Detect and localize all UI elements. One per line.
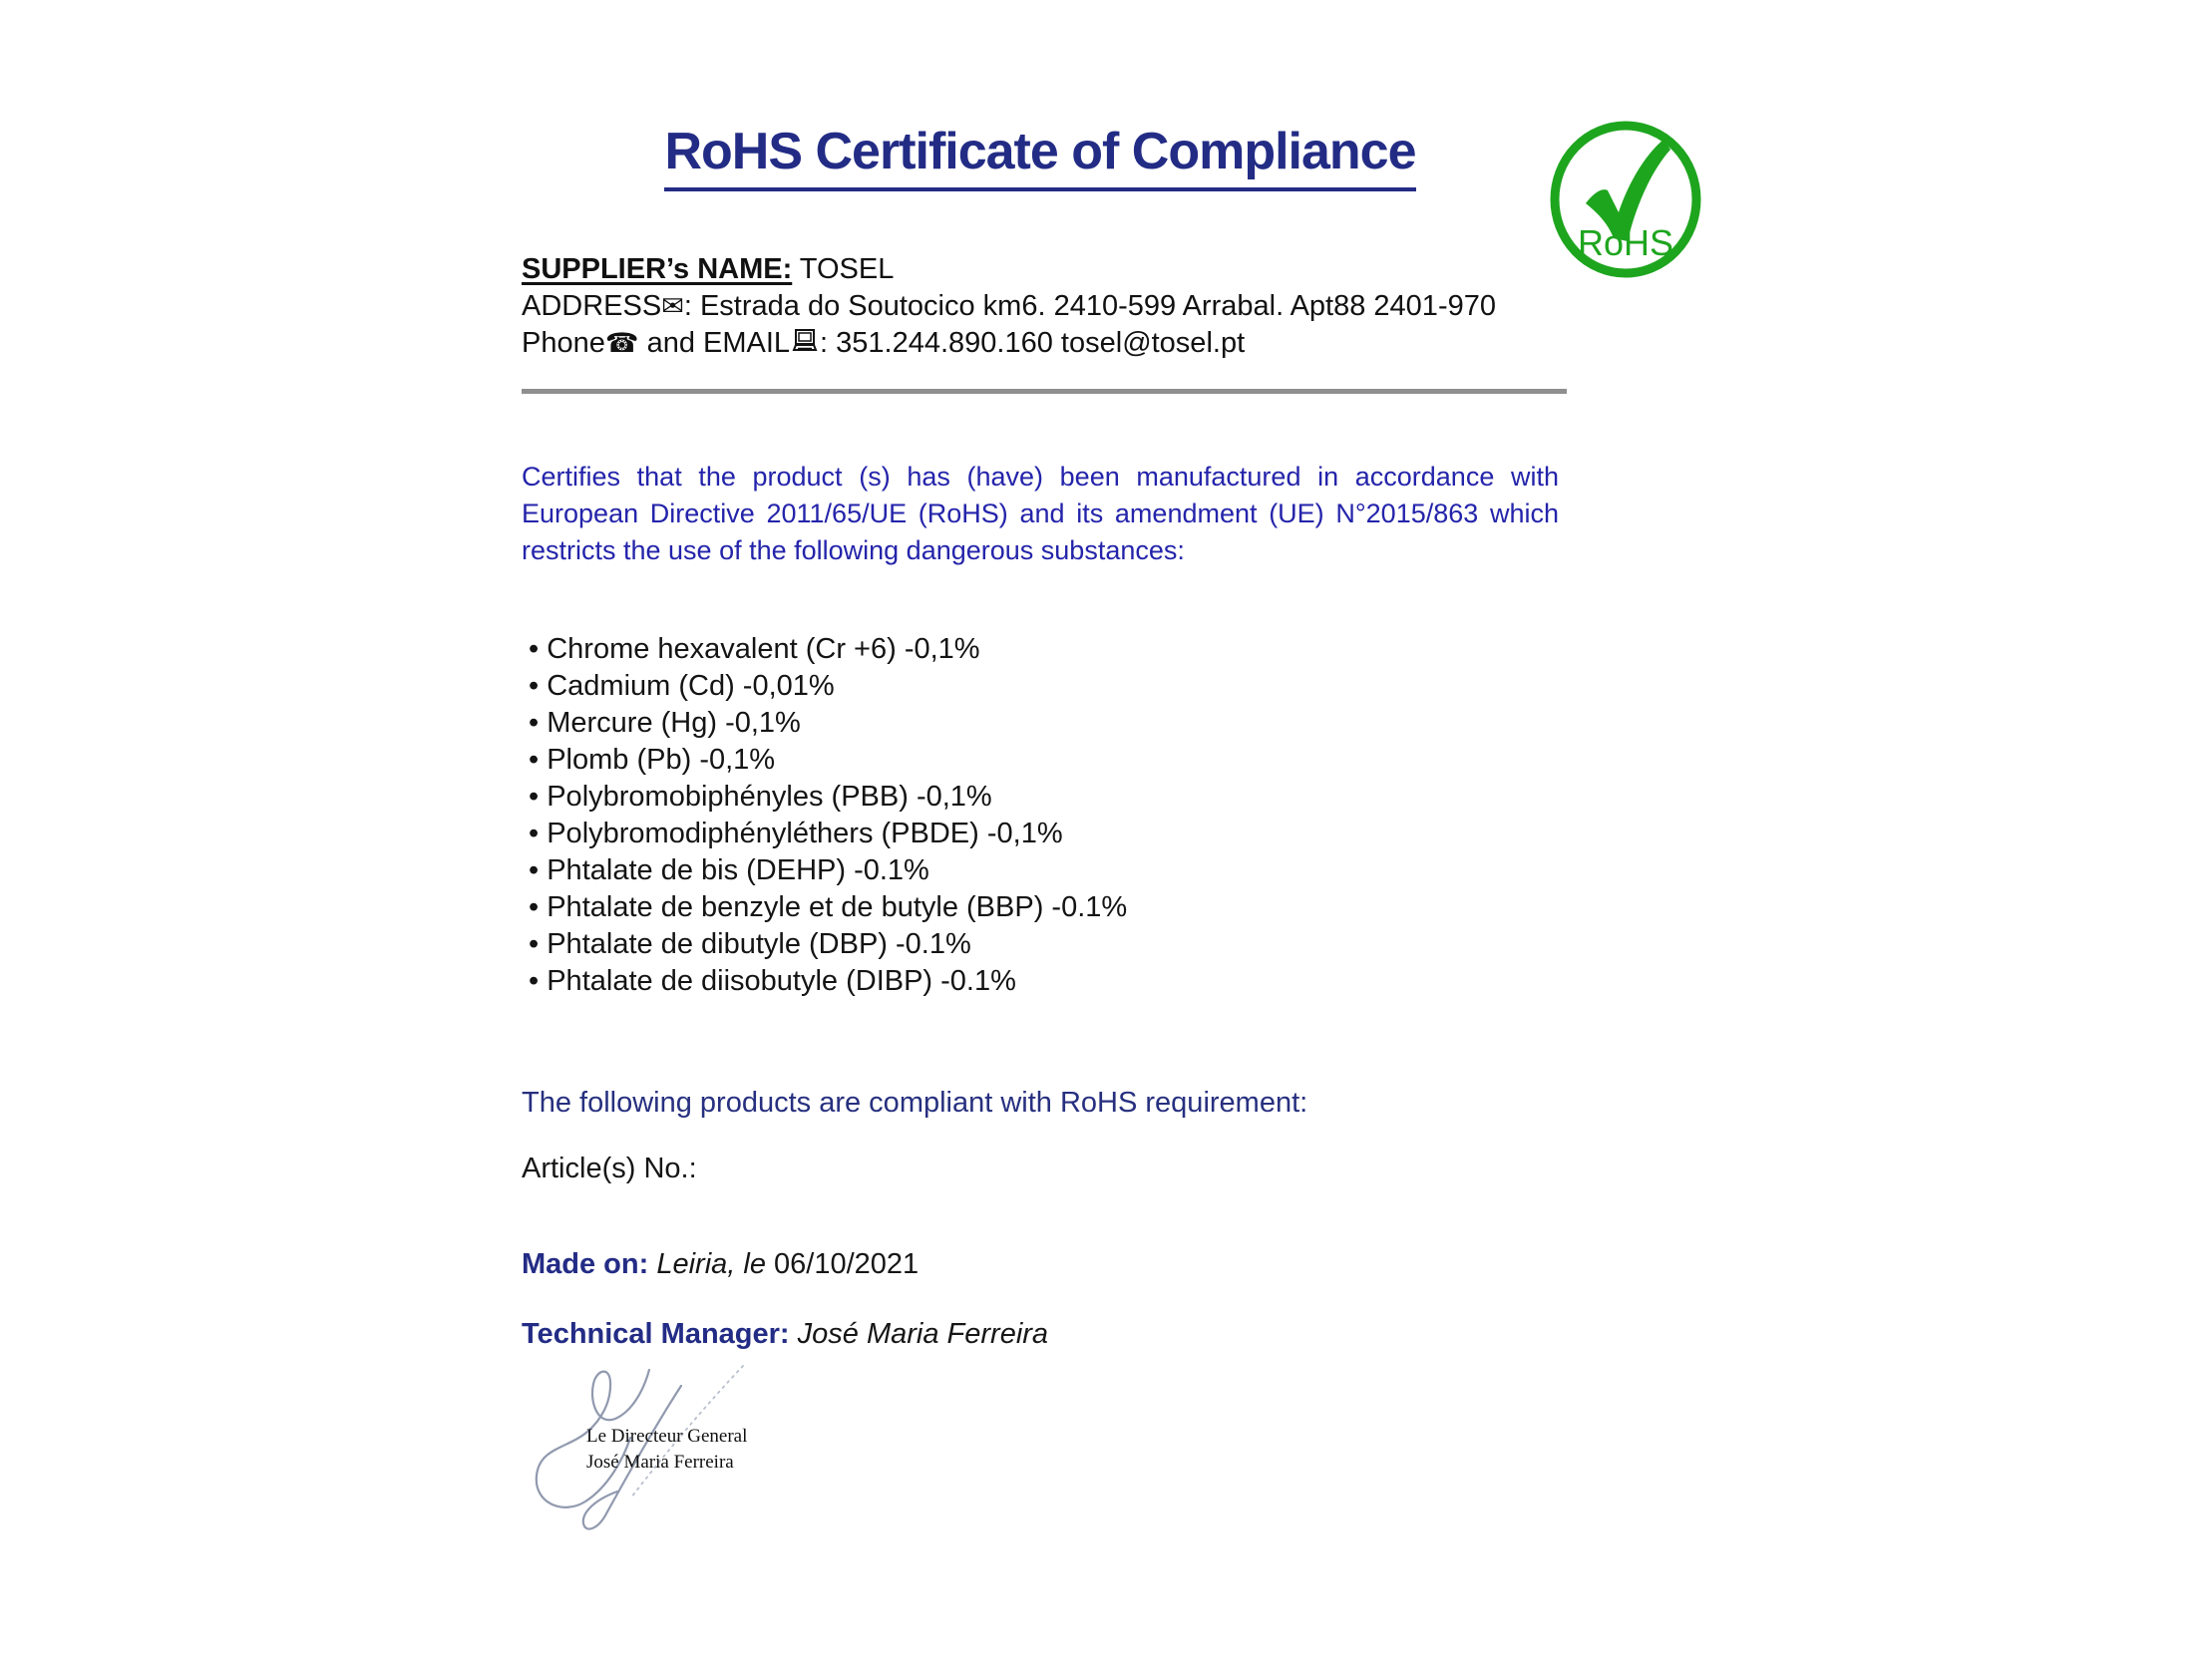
logo-label: RoHS (1577, 222, 1674, 263)
substances-list (529, 631, 1526, 1000)
made-on-date: 06/10/2021 (774, 1248, 920, 1280)
technical-manager-line (522, 1318, 1048, 1351)
list-item: • Polybromodiphényléthers (PBDE) -0,1% (529, 816, 1526, 852)
signature-name: José Maria Ferreira (586, 1452, 734, 1473)
computer-icon (791, 329, 819, 355)
made-on-place: Leiria, le (656, 1248, 766, 1280)
technical-manager-name: José Maria Ferreira (797, 1318, 1049, 1350)
supplier-name-value: TOSEL (799, 253, 895, 285)
list-item: • Mercure (Hg) -0,1% (529, 705, 1526, 742)
list-item: • Phtalate de dibutyle (DBP) -0.1% (529, 926, 1526, 963)
signature-title: Le Directeur General (586, 1426, 748, 1447)
made-on-label: Made on: (522, 1248, 649, 1280)
cert-line: European Directive 2011/65/UE (RoHS) and its amendment (UE) N°2015/863 which (522, 498, 1559, 528)
list-item: • Phtalate de benzyle et de butyle (BBP) -0.1% (529, 889, 1526, 926)
phone-icon: ☎ (604, 328, 639, 359)
articles-label: Article(s) No.: (522, 1153, 697, 1184)
supplier-name-label: SUPPLIER’s NAME: (522, 253, 793, 285)
page-title: RoHS Certificate of Compliance (664, 122, 1415, 191)
phone-label: Phone (522, 327, 605, 359)
compliance-statement: The following products are compliant with RoHS requirement: (522, 1087, 1308, 1119)
email-label: and EMAIL (646, 327, 791, 359)
signature-block (532, 1364, 761, 1553)
title-container (522, 122, 1559, 191)
technical-manager-label: Technical Manager: (522, 1318, 790, 1350)
certification-paragraph (522, 459, 1559, 569)
envelope-icon: ✉ (661, 291, 684, 322)
list-item: • Cadmium (Cd) -0,01% (529, 668, 1526, 705)
contact-value: : 351.244.890.160 tosel@tosel.pt (820, 327, 1246, 359)
list-item: • Chrome hexavalent (Cr +6) -0,1% (529, 631, 1526, 668)
list-item: • Phtalate de bis (DEHP) -0.1% (529, 852, 1526, 889)
list-item: • Polybromobiphényles (PBB) -0,1% (529, 779, 1526, 816)
supplier-address-line (522, 288, 1579, 325)
cert-line: restricts the use of the following dangerous substances: (522, 535, 1185, 565)
address-value: : Estrada do Soutocico km6. 2410-599 Arrabal. Apt88 2401-970 (683, 290, 1496, 322)
address-label: ADDRESS (522, 290, 662, 322)
list-item: • Plomb (Pb) -0,1% (529, 742, 1526, 779)
horizontal-divider (522, 389, 1567, 394)
made-on-line (522, 1248, 919, 1281)
list-item: • Phtalate de diisobutyle (DIBP) -0.1% (529, 963, 1526, 1000)
supplier-name-line (522, 251, 1579, 288)
supplier-block (522, 251, 1579, 362)
signature-text (586, 1424, 747, 1476)
cert-line: Certifies that the product (s) has (have) been manufactured in accordance with (522, 462, 1559, 492)
supplier-contact-line (522, 325, 1579, 362)
